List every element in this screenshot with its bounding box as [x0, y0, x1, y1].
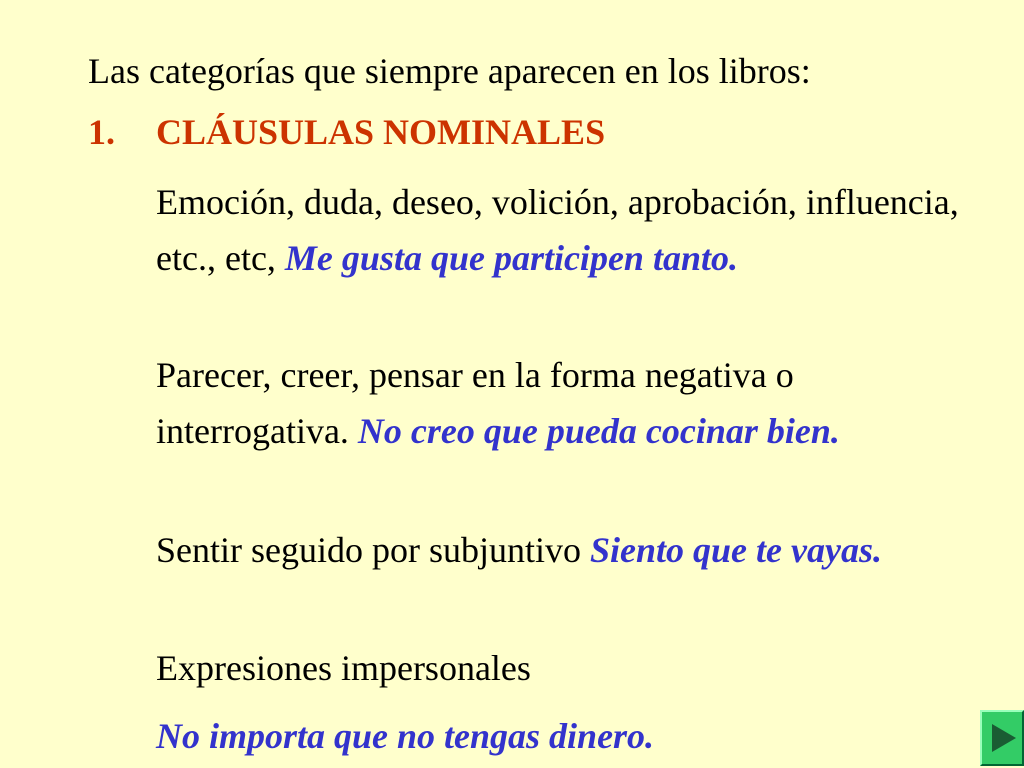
paragraph-text: Sentir seguido por subjuntivo — [156, 530, 590, 570]
paragraph-impersonal-example — [156, 708, 986, 764]
paragraph-emotion — [156, 174, 986, 286]
list-number: 1. — [88, 112, 115, 152]
example-sentence: No importa que no tengas dinero. — [156, 716, 655, 756]
paragraph-text: Expresiones impersonales — [156, 648, 531, 688]
paragraph-text: Parecer, creer, pensar en la forma negativa o interrogativa. — [156, 355, 794, 451]
next-slide-button[interactable] — [980, 710, 1024, 766]
paragraph-text: Emoción, duda, deseo, volición, aprobación, influencia, etc., etc, — [156, 182, 959, 278]
example-sentence: Siento que te vayas. — [590, 530, 882, 570]
example-sentence: Me gusta que participen tanto. — [284, 238, 738, 278]
paragraph-impersonal — [156, 640, 986, 696]
example-sentence: No creo que pueda cocinar bien. — [357, 411, 840, 451]
slide-intro: Las categorías que siempre aparecen en los libros: — [88, 51, 811, 91]
paragraph-negative-verbs — [156, 347, 986, 459]
section-title: CLÁUSULAS NOMINALES — [156, 112, 606, 152]
paragraph-sentir — [156, 522, 986, 578]
play-triangle-icon — [992, 724, 1016, 752]
